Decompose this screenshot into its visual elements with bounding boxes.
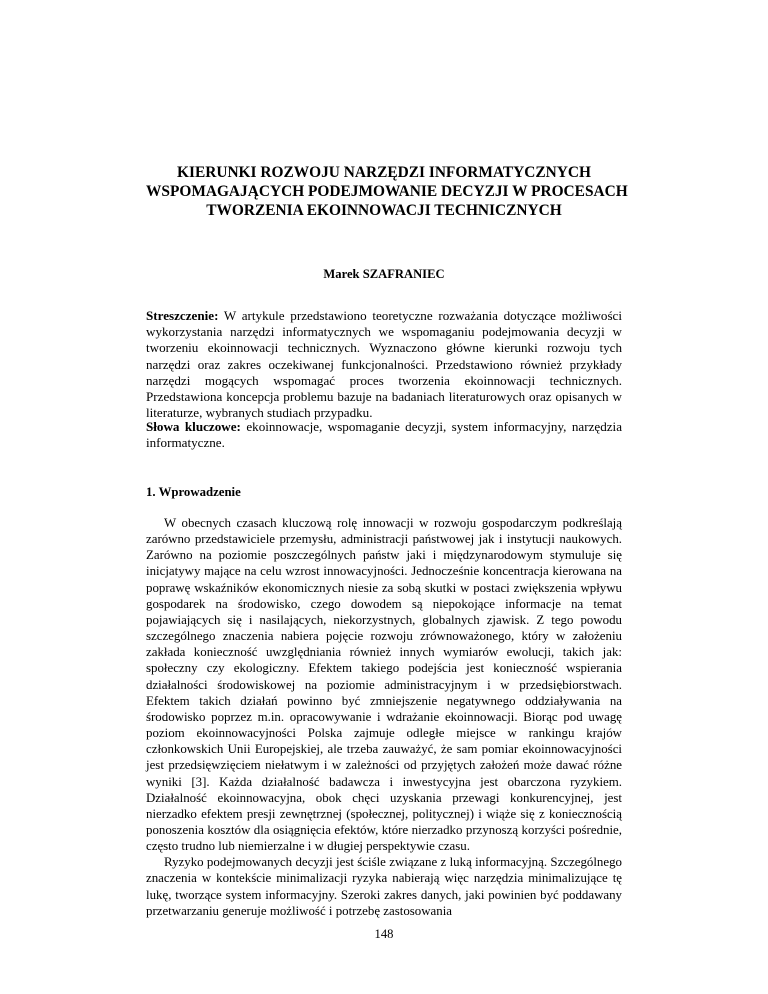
abstract	[146, 308, 622, 421]
author-name: Marek SZAFRANIEC	[323, 267, 445, 281]
title-line: KIERUNKI ROZWOJU NARZĘDZI INFORMATYCZNYCH	[176, 164, 591, 181]
body-paragraph: W obecnych czasach kluczową rolę innowacji w rozwoju gospodarczym podkreślają zarówno przedstawiciele przemysłu, administracji państwowej jak i instytucji naukowych. Zarówno na poziomie poszczególnych państw jaki i międzynarodowym stymuluje się inicjatywy mające na celu wzrost innowacyjności. Jednocześnie koncentracja kierowana na poprawę wskaźników ekonomicznych niesie za sobą skutki w postaci zwiększenia wpływu gospodarek na środowisko, czego dowodem są niepokojące informacje na temat pojawiających się i nasilających, niekorzystnych, globalnych zjawisk. Z tego powodu szczególnego znaczenia nabiera pojęcie rozwoju zrównoważonego, który w założeniu zakłada konieczność uwzględniania również innych wymiarów ewolucji, takich jak: społeczny czy ekologiczny. Efektem takiego podejścia jest konieczność wspierania działalności środowiskowej na poziomie administracyjnym i w przedsiębiorstwach. Efektem takich działań powinno być zmniejszenie negatywnego oddziaływania na środowisko poprzez m.in. opracowywanie i wdrażanie ekoinnowacji. Biorąc pod uwagę poziom ekoinnowacyjności Polska zajmuje odległe miejsce w rankingu krajów członkowskich Unii Europejskiej, ale trzeba zauważyć, że sam pomiar ekoinnowacyjności jest przedsięwzięciem niełatwym i w zależności od przyjętych założeń może dawać różne wyniki [3]. Każda działalność badawcza i inwestycyjna jest obarczona ryzykiem. Działalność ekoinnowacyjna, obok chęci uzyskania przewagi konkurencyjnej, jest nierzadko efektem presji zewnętrznej (społecznej, politycznej) i wiąże się z koniecznością ponoszenia kosztów dla osiągnięcia efektów, które nierzadko przynoszą korzyści pośrednie, często trudno lub niemierzalne i w długiej perspektywie czasu.	[146, 516, 622, 854]
title-line: WSPOMAGAJĄCYCH PODEJMOWANIE DECYZJI W PROCESACH	[146, 183, 628, 200]
keywords-text: ekoinnowacje, wspomaganie decyzji, system informacyjny, narzędzia informatyczne.	[146, 419, 623, 451]
abstract-label: Streszczenie:	[146, 308, 219, 323]
keywords	[146, 419, 622, 451]
body-paragraph: Ryzyko podejmowanych decyzji jest ściśle związane z luką informacyjną. Szczególnego znaczenia w kontekście minimalizacji ryzyka nabierają więc narzędzia minimalizujące tę lukę, tworzące system informacyjny. Szeroki zakres danych, jaki powinien być poddawany przetwarzaniu generuje możliwość i potrzebę zastosowania	[146, 855, 622, 918]
abstract-text: W artykule przedstawiono teoretyczne rozważania dotyczące możliwości wykorzystania narzędzi informatycznych we wspomaganiu podejmowania decyzji w tworzeniu ekoinnowacji technicznych. Wyznaczono główne kierunki rozwoju tych narzędzi oraz zakres oczekiwanej funkcjonalności. Przedstawiono również przykłady narzędzi mogących wspomagać proces tworzenia ekoinnowacji technicznych. Przedstawiona koncepcja problemu bazuje na badaniach literaturowych oraz opisanych w literaturze, wybranych studiach przypadku.	[146, 308, 622, 421]
keywords-label: Słowa kluczowe:	[146, 419, 241, 434]
page-number: 148	[374, 927, 394, 941]
paper-page	[146, 0, 628, 994]
section-heading: 1. Wprowadzenie	[146, 485, 241, 499]
section-body	[146, 515, 622, 919]
paper-title	[146, 163, 628, 220]
title-line: TWORZENIA EKOINNOWACJI TECHNICZNYCH	[206, 202, 562, 219]
